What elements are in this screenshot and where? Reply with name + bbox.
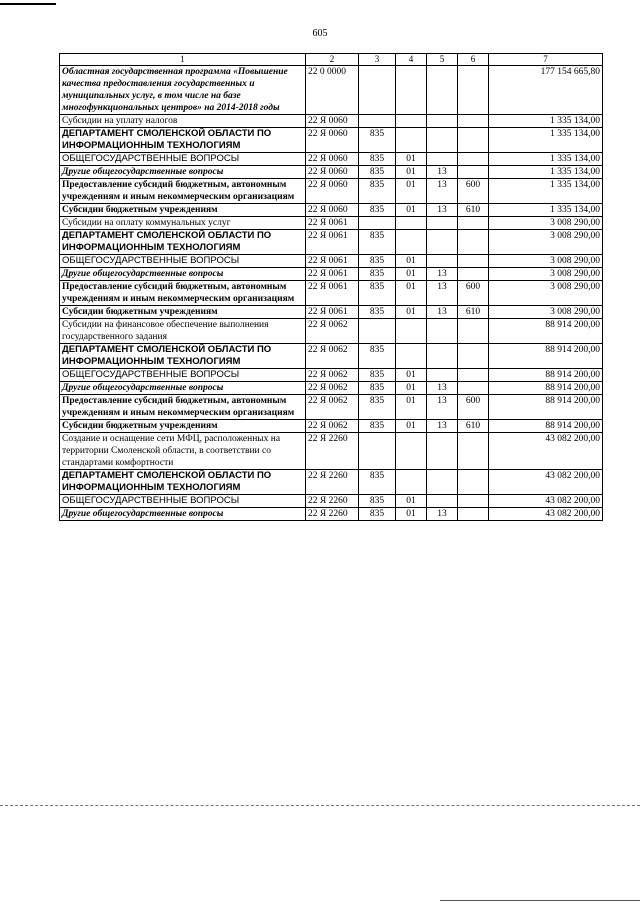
row-section: 01 [396,306,427,319]
row-name: Предоставление субсидий бюджетным, автономным учреждениям и иным некоммерческим организациям [60,395,306,420]
row-amount: 43 082 200,00 [489,508,603,521]
row-name: ДЕПАРТАМЕНТ СМОЛЕНСКОЙ ОБЛАСТИ ПО ИНФОРМАЦИОННЫМ ТЕХНОЛОГИЯМ [60,128,306,153]
bottom-rule [440,900,640,901]
row-subsection: 13 [427,268,458,281]
row-subsection: 13 [427,204,458,217]
row-amount: 88 914 200,00 [489,420,603,433]
table-row [60,306,603,319]
row-code: 22 0 0000 [306,66,359,115]
table-row [60,470,603,495]
row-admin-code: 835 [359,268,396,281]
row-subsection [427,217,458,230]
table-row [60,319,603,344]
row-subsection [427,66,458,115]
row-expense-type: 600 [458,281,489,306]
row-admin-code: 835 [359,153,396,166]
row-section: 01 [396,420,427,433]
row-name: ДЕПАРТАМЕНТ СМОЛЕНСКОЙ ОБЛАСТИ ПО ИНФОРМАЦИОННЫМ ТЕХНОЛОГИЯМ [60,470,306,495]
row-amount: 88 914 200,00 [489,395,603,420]
row-name: Создание и оснащение сети МФЦ, расположенных на территории Смоленской области, в соответствии со стандартами комфортности [60,433,306,470]
row-admin-code: 835 [359,204,396,217]
table-row [60,166,603,179]
row-code: 22 Я 0061 [306,230,359,255]
row-amount: 43 082 200,00 [489,495,603,508]
row-expense-type [458,495,489,508]
page-number: 605 [312,28,328,39]
row-section [396,344,427,369]
row-expense-type [458,319,489,344]
row-expense-type: 610 [458,420,489,433]
row-subsection [427,495,458,508]
row-amount: 3 008 290,00 [489,268,603,281]
row-subsection [427,433,458,470]
row-code: 22 Я 0062 [306,395,359,420]
row-amount: 43 082 200,00 [489,470,603,495]
row-code: 22 Я 0061 [306,281,359,306]
row-section: 01 [396,382,427,395]
row-name: Субсидии на уплату налогов [60,115,306,128]
row-section [396,433,427,470]
row-admin-code: 835 [359,495,396,508]
row-section: 01 [396,153,427,166]
row-code: 22 Я 2260 [306,495,359,508]
row-code: 22 Я 0060 [306,128,359,153]
row-section: 01 [396,508,427,521]
row-amount: 88 914 200,00 [489,369,603,382]
row-expense-type [458,128,489,153]
row-expense-type [458,255,489,268]
row-amount: 1 335 134,00 [489,115,603,128]
row-name: ОБЩЕГОСУДАРСТВЕННЫЕ ВОПРОСЫ [60,153,306,166]
row-admin-code: 835 [359,281,396,306]
row-name: ОБЩЕГОСУДАРСТВЕННЫЕ ВОПРОСЫ [60,369,306,382]
header-cell: 4 [396,54,427,66]
row-amount: 1 335 134,00 [489,153,603,166]
row-name: ОБЩЕГОСУДАРСТВЕННЫЕ ВОПРОСЫ [60,495,306,508]
row-expense-type [458,217,489,230]
row-expense-type: 610 [458,204,489,217]
row-admin-code: 835 [359,470,396,495]
row-amount: 3 008 290,00 [489,306,603,319]
row-amount: 1 335 134,00 [489,166,603,179]
row-amount: 88 914 200,00 [489,344,603,369]
row-code: 22 Я 0061 [306,217,359,230]
row-name: Другие общегосударственные вопросы [60,166,306,179]
table-row [60,217,603,230]
row-section: 01 [396,395,427,420]
row-name: ДЕПАРТАМЕНТ СМОЛЕНСКОЙ ОБЛАСТИ ПО ИНФОРМАЦИОННЫМ ТЕХНОЛОГИЯМ [60,344,306,369]
row-expense-type: 600 [458,179,489,204]
row-name: Субсидии бюджетным учреждениям [60,306,306,319]
row-code: 22 Я 0061 [306,268,359,281]
table-row [60,268,603,281]
row-subsection [427,470,458,495]
table-row [60,369,603,382]
table-row [60,344,603,369]
row-code: 22 Я 0060 [306,179,359,204]
row-expense-type [458,382,489,395]
row-code: 22 Я 0060 [306,153,359,166]
row-admin-code: 835 [359,344,396,369]
row-expense-type [458,230,489,255]
row-expense-type [458,115,489,128]
row-code: 22 Я 0060 [306,204,359,217]
row-code: 22 Я 0061 [306,255,359,268]
row-amount: 1 335 134,00 [489,128,603,153]
row-expense-type [458,268,489,281]
header-cell: 3 [359,54,396,66]
row-admin-code: 835 [359,306,396,319]
table-row [60,204,603,217]
row-subsection: 13 [427,508,458,521]
header-cell: 7 [489,54,603,66]
row-admin-code [359,115,396,128]
table-row [60,420,603,433]
table-row [60,508,603,521]
row-subsection [427,369,458,382]
table-row [60,128,603,153]
row-admin-code: 835 [359,420,396,433]
row-expense-type [458,369,489,382]
row-code: 22 Я 0062 [306,369,359,382]
table-row [60,230,603,255]
row-section: 01 [396,495,427,508]
budget-table [59,53,603,521]
row-name: Другие общегосударственные вопросы [60,268,306,281]
row-name: ОБЩЕГОСУДАРСТВЕННЫЕ ВОПРОСЫ [60,255,306,268]
row-admin-code [359,66,396,115]
row-name: Субсидии на оплату коммунальных услуг [60,217,306,230]
row-expense-type: 610 [458,306,489,319]
row-admin-code: 835 [359,508,396,521]
row-code: 22 Я 2260 [306,470,359,495]
row-amount: 88 914 200,00 [489,319,603,344]
row-code: 22 Я 2260 [306,508,359,521]
row-subsection: 13 [427,179,458,204]
row-code: 22 Я 0060 [306,115,359,128]
row-name: Субсидии на финансовое обеспечение выполнения государственного задания [60,319,306,344]
header-cell: 5 [427,54,458,66]
table-body [60,54,603,521]
row-section [396,319,427,344]
row-name: Предоставление субсидий бюджетным, автономным учреждениям и иным некоммерческим организациям [60,281,306,306]
row-admin-code: 835 [359,382,396,395]
row-name: Областная государственная программа «Повышение качества предоставления государственных и муниципальных услуг, в том числе на базе многофункциональных центров» на 2014-2018 годы [60,66,306,115]
row-code: 22 Я 0062 [306,420,359,433]
table-row [60,66,603,115]
table-row [60,255,603,268]
row-amount: 1 335 134,00 [489,179,603,204]
row-expense-type [458,153,489,166]
row-section: 01 [396,166,427,179]
row-section [396,217,427,230]
top-rule [0,3,56,5]
row-subsection [427,115,458,128]
row-section: 01 [396,255,427,268]
row-amount: 177 154 665,80 [489,66,603,115]
row-admin-code [359,433,396,470]
row-section: 01 [396,369,427,382]
row-name: Другие общегосударственные вопросы [60,382,306,395]
header-cell: 1 [60,54,306,66]
row-admin-code: 835 [359,255,396,268]
row-subsection: 13 [427,281,458,306]
row-subsection [427,319,458,344]
row-subsection [427,153,458,166]
row-admin-code: 835 [359,369,396,382]
row-subsection: 13 [427,166,458,179]
row-expense-type [458,344,489,369]
header-cell: 2 [306,54,359,66]
row-section [396,230,427,255]
row-code: 22 Я 0061 [306,306,359,319]
row-expense-type [458,470,489,495]
table-header-row [60,54,603,66]
row-admin-code: 835 [359,179,396,204]
row-code: 22 Я 0060 [306,166,359,179]
row-admin-code [359,217,396,230]
row-amount: 1 335 134,00 [489,204,603,217]
row-section [396,115,427,128]
row-section [396,128,427,153]
table-row [60,179,603,204]
row-admin-code: 835 [359,395,396,420]
row-expense-type [458,433,489,470]
row-section: 01 [396,204,427,217]
row-name: ДЕПАРТАМЕНТ СМОЛЕНСКОЙ ОБЛАСТИ ПО ИНФОРМАЦИОННЫМ ТЕХНОЛОГИЯМ [60,230,306,255]
row-section: 01 [396,281,427,306]
row-subsection: 13 [427,382,458,395]
row-code: 22 Я 2260 [306,433,359,470]
row-section: 01 [396,179,427,204]
table-row [60,495,603,508]
page-fold-line [0,805,640,806]
row-admin-code: 835 [359,166,396,179]
row-name: Другие общегосударственные вопросы [60,508,306,521]
row-admin-code: 835 [359,128,396,153]
table-row [60,433,603,470]
table-row [60,281,603,306]
row-subsection [427,344,458,369]
table-row [60,382,603,395]
row-section [396,66,427,115]
row-code: 22 Я 0062 [306,382,359,395]
row-subsection [427,255,458,268]
table-row [60,395,603,420]
row-name: Субсидии бюджетным учреждениям [60,204,306,217]
row-amount: 3 008 290,00 [489,281,603,306]
row-admin-code: 835 [359,230,396,255]
header-cell: 6 [458,54,489,66]
row-section [396,470,427,495]
row-amount: 3 008 290,00 [489,230,603,255]
row-subsection: 13 [427,420,458,433]
row-code: 22 Я 0062 [306,319,359,344]
row-expense-type [458,66,489,115]
row-subsection: 13 [427,306,458,319]
table-row [60,115,603,128]
row-amount: 88 914 200,00 [489,382,603,395]
row-admin-code [359,319,396,344]
row-section: 01 [396,268,427,281]
row-name: Предоставление субсидий бюджетным, автономным учреждениям и иным некоммерческим организациям [60,179,306,204]
row-subsection [427,128,458,153]
row-subsection [427,230,458,255]
row-amount: 3 008 290,00 [489,217,603,230]
row-expense-type: 600 [458,395,489,420]
row-amount: 3 008 290,00 [489,255,603,268]
row-amount: 43 082 200,00 [489,433,603,470]
table-row [60,153,603,166]
row-name: Субсидии бюджетным учреждениям [60,420,306,433]
row-expense-type [458,508,489,521]
row-subsection: 13 [427,395,458,420]
row-expense-type [458,166,489,179]
row-code: 22 Я 0062 [306,344,359,369]
